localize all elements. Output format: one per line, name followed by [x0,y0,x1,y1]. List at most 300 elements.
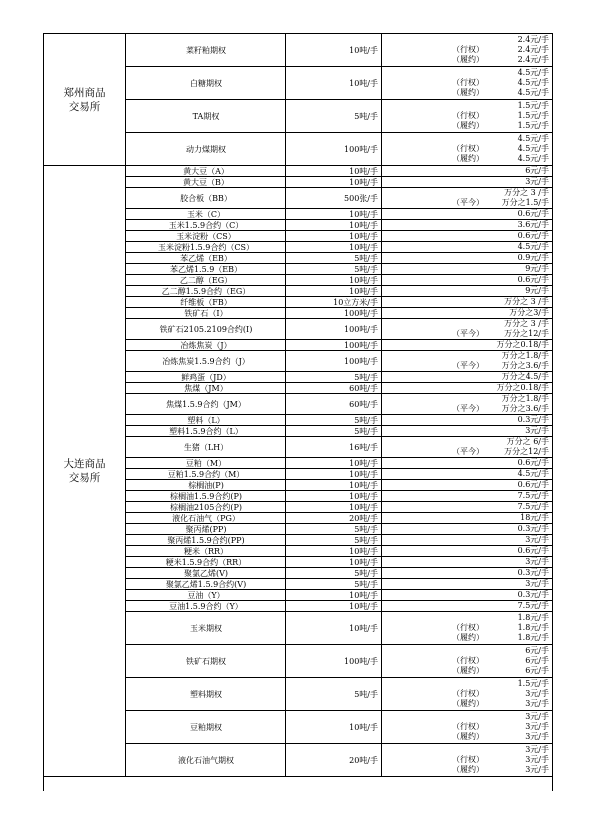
fee-value: 3元/手 [525,426,549,435]
fee-value: 3元/手 [525,722,549,731]
fee-line [382,557,552,567]
fee-line [382,177,552,187]
fee-line [382,231,552,241]
fee-cell [381,645,552,677]
product-name: 玉米淀粉（CS） [125,231,286,241]
table-row [125,383,552,394]
fee-value: 万分之4.5/手 [501,372,549,381]
contract-unit: 20吨/手 [285,513,381,523]
product-name: 纤维板（FB） [125,297,286,307]
table-row [125,133,552,166]
fee-line [382,220,552,230]
fee-line [382,579,552,589]
table-row [125,166,552,177]
contract-unit: 16吨/手 [285,437,381,457]
contract-unit: 10吨/手 [285,231,381,241]
fee-cell [381,469,552,479]
fee-line [382,712,552,722]
fee-line [382,469,552,479]
fee-value: 0.6元/手 [517,209,549,218]
fee-qualifier: （履约） [452,699,484,708]
contract-unit: 10吨/手 [285,601,381,611]
product-name: 焦煤1.5.9合约（JM） [125,394,286,414]
contract-unit: 10吨/手 [285,590,381,600]
fee-cell [381,372,552,382]
fee-cell [381,415,552,425]
fee-value: 6元/手 [525,166,549,175]
fee-value: 万分之3.6/手 [501,404,549,413]
fee-qualifier: （行权） [452,656,484,665]
fee-value: 4.5元/手 [517,469,549,478]
fee-value: 万分之 3 /手 [504,188,549,197]
fee-line [382,590,552,600]
table-row [125,590,552,601]
fee-line [382,437,552,447]
fee-cell [381,242,552,252]
fee-cell [381,458,552,468]
fee-cell [381,286,552,296]
fee-value: 3.6元/手 [517,220,549,229]
table-row [125,253,552,264]
product-name: 塑料（L） [125,415,286,425]
fee-line [382,535,552,545]
fee-value: 1.5元/手 [517,101,549,110]
contract-unit: 100吨/手 [285,308,381,318]
fee-value: 0.3元/手 [517,415,549,424]
fee-cell [381,308,552,318]
table-row [125,351,552,372]
exchange-name-line2: 交易所 [68,100,101,113]
contract-unit: 5吨/手 [285,100,381,132]
fee-cell [381,601,552,611]
fee-cell [381,297,552,307]
contract-unit: 10吨/手 [285,502,381,512]
fee-cell [381,351,552,371]
fee-line [382,308,552,318]
fee-cell [381,133,552,165]
fee-value: 4.5元/手 [517,242,549,251]
fee-line [382,646,552,656]
fee-line [382,656,552,666]
product-name: 豆粕（M） [125,458,286,468]
contract-unit: 10吨/手 [285,480,381,490]
fee-cell [381,426,552,436]
contract-unit: 5吨/手 [285,524,381,534]
fee-value: 6元/手 [525,656,549,665]
contract-unit: 5吨/手 [285,678,381,710]
fee-cell [381,177,552,187]
fee-value: 3元/手 [525,535,549,544]
product-name: 粳米（RR） [125,546,286,556]
fee-qualifier: （履约） [452,55,484,64]
fee-cell [381,188,552,208]
fee-line [382,329,552,339]
fee-value: 3元/手 [525,712,549,721]
fee-line [382,144,552,154]
fee-value: 3元/手 [525,579,549,588]
fee-value: 1.5元/手 [517,111,549,120]
product-name: 豆油（Y） [125,590,286,600]
fee-line [382,426,552,436]
table-row [125,579,552,590]
fee-cell [381,209,552,219]
table-row [125,394,552,415]
product-name: 液化石油气期权 [125,744,286,776]
product-name: 生猪（LH） [125,437,286,457]
fee-cell [381,557,552,567]
fee-cell [381,513,552,523]
fee-cell [381,480,552,490]
table-row [125,678,552,711]
fee-qualifier: （行权） [452,722,484,731]
product-name: 棕榈油1.5.9合约(P) [125,491,286,501]
fee-qualifier: （行权） [452,78,484,87]
fee-line [382,755,552,765]
fee-value: 万分之0.18/手 [496,340,549,349]
fee-value: 4.5元/手 [517,134,549,143]
fee-line [382,689,552,699]
fee-value: 万分之 6/手 [506,437,549,446]
table-row [125,308,552,319]
product-name: 液化石油气（PG） [125,513,286,523]
fee-line [382,319,552,329]
table-row [125,340,552,351]
fee-line [382,55,552,65]
fee-cell [381,612,552,644]
contract-unit: 60吨/手 [285,394,381,414]
table-row [125,242,552,253]
contract-unit: 10吨/手 [285,209,381,219]
table-row [125,744,552,777]
fee-value: 4.5元/手 [517,144,549,153]
exchange-name-line1: 大连商品 [63,458,106,470]
fee-qualifier: （履约） [452,765,484,774]
table-row [125,491,552,502]
fee-line [382,699,552,709]
fee-line [382,491,552,501]
table-row [125,231,552,242]
fee-value: 6元/手 [525,666,549,675]
fee-cell [381,264,552,274]
fee-value: 7.5元/手 [517,491,549,500]
fee-value: 0.9元/手 [517,253,549,262]
fee-qualifier: （行权） [452,111,484,120]
fee-cell [381,535,552,545]
contract-unit: 5吨/手 [285,372,381,382]
contract-unit: 10吨/手 [285,34,381,66]
fee-cell [381,275,552,285]
product-name: 焦煤（JM） [125,383,286,393]
contract-unit: 100吨/手 [285,133,381,165]
table-row [125,524,552,535]
fee-cell [381,100,552,132]
product-name: 黄大豆（B） [125,177,286,187]
contract-unit: 10吨/手 [285,557,381,567]
fee-line [382,134,552,144]
exchange-name [44,34,125,166]
fee-line [382,35,552,45]
contract-unit: 10吨/手 [285,220,381,230]
fee-line [382,340,552,350]
fee-qualifier: （平今） [452,329,484,338]
fee-value: 3元/手 [525,732,549,741]
fee-qualifier: （行权） [452,144,484,153]
table-row [125,645,552,678]
fee-value: 万分之 3 /手 [504,297,549,306]
table-row [125,286,552,297]
fee-value: 万分之1.5/手 [501,198,549,207]
fee-value: 万分之3/手 [509,308,549,317]
fee-value: 9元/手 [525,286,549,295]
fee-cell [381,711,552,743]
table-row [125,275,552,286]
contract-unit: 100吨/手 [285,351,381,371]
table-row [125,426,552,437]
product-name: 聚氯乙烯(V) [125,568,286,578]
product-name: 玉米淀粉1.5.9合约（CS） [125,242,286,252]
fee-cell [381,678,552,710]
fee-qualifier: （履约） [452,88,484,97]
fee-cell [381,502,552,512]
fee-line [382,209,552,219]
fee-value: 7.5元/手 [517,601,549,610]
fee-line [382,447,552,457]
fee-line [382,198,552,208]
product-name: 玉米1.5.9合约（C） [125,220,286,230]
fee-cell [381,437,552,457]
fee-qualifier: （履约） [452,732,484,741]
contract-unit: 5吨/手 [285,426,381,436]
contract-unit: 10吨/手 [285,458,381,468]
fee-cell [381,231,552,241]
table-row [125,711,552,744]
fee-line [382,297,552,307]
fee-line [382,361,552,371]
fee-cell [381,319,552,339]
fee-value: 3元/手 [525,765,549,774]
fee-value: 4.5元/手 [517,154,549,163]
fee-line [382,372,552,382]
table-row [125,568,552,579]
fee-cell [381,546,552,556]
fee-value: 万分之0.18/手 [496,383,549,392]
product-name: 苯乙烯1.5.9（EB） [125,264,286,274]
fee-line [382,458,552,468]
fee-line [382,88,552,98]
fee-table [43,33,553,791]
fee-line [382,154,552,164]
contract-unit: 10立方米/手 [285,297,381,307]
fee-value: 3元/手 [525,177,549,186]
fee-qualifier: （平今） [452,361,484,370]
fee-line [382,166,552,176]
fee-qualifier: （履约） [452,633,484,642]
contract-unit: 10吨/手 [285,612,381,644]
fee-line [382,394,552,404]
product-name: 乙二醇1.5.9合约（EG） [125,286,286,296]
fee-line [382,101,552,111]
product-name: 动力煤期权 [125,133,286,165]
fee-qualifier: （平今） [452,198,484,207]
fee-value: 0.6元/手 [517,275,549,284]
fee-value: 7.5元/手 [517,502,549,511]
contract-unit: 5吨/手 [285,579,381,589]
fee-line [382,524,552,534]
fee-qualifier: （行权） [452,755,484,764]
table-row [125,535,552,546]
product-name: 豆粕期权 [125,711,286,743]
fee-cell [381,579,552,589]
table-row [125,264,552,275]
fee-line [382,546,552,556]
fee-cell [381,253,552,263]
product-name: 聚丙烯(PP) [125,524,286,534]
exchange-name [44,166,125,777]
table-row [125,458,552,469]
exchange-name-line1: 郑州商品 [63,86,106,99]
fee-value: 4.5元/手 [517,78,549,87]
contract-unit: 5吨/手 [285,535,381,545]
fee-qualifier: （行权） [452,623,484,632]
product-name: 玉米期权 [125,612,286,644]
fee-cell [381,67,552,99]
product-name: 豆粕1.5.9合约（M） [125,469,286,479]
product-name: 菜籽粕期权 [125,34,286,66]
fee-line [382,78,552,88]
fee-value: 3元/手 [525,557,549,566]
fee-line [382,383,552,393]
fee-value: 万分之3.6/手 [501,361,549,370]
contract-unit: 20吨/手 [285,744,381,776]
fee-line [382,732,552,742]
table-row [125,601,552,612]
fee-value: 0.6元/手 [517,458,549,467]
fee-qualifier: （行权） [452,45,484,54]
table-row [125,34,552,67]
product-name: 玉米（C） [125,209,286,219]
fee-value: 万分之12/手 [504,329,549,338]
fee-line [382,722,552,732]
contract-unit: 10吨/手 [285,469,381,479]
contract-unit: 10吨/手 [285,275,381,285]
contract-unit: 10吨/手 [285,242,381,252]
product-name: 豆油1.5.9合约（Y） [125,601,286,611]
contract-unit: 10吨/手 [285,711,381,743]
fee-value: 3元/手 [525,689,549,698]
table-row [125,480,552,491]
fee-cell [381,166,552,176]
table-row [125,188,552,209]
fee-line [382,601,552,611]
product-name: 棕榈油2105合约(P) [125,502,286,512]
fee-qualifier: （平今） [452,447,484,456]
table-row [125,546,552,557]
product-name: 铁矿石期权 [125,645,286,677]
product-name: 铁矿石（I） [125,308,286,318]
table-row [125,502,552,513]
contract-unit: 10吨/手 [285,546,381,556]
contract-unit: 100吨/手 [285,340,381,350]
product-name: TA期权 [125,100,286,132]
product-name: 聚氯乙烯1.5.9合约(V) [125,579,286,589]
fee-cell [381,524,552,534]
fee-value: 2.4元/手 [517,45,549,54]
fee-line [382,264,552,274]
product-name: 铁矿石2105.2109合约(I) [125,319,286,339]
fee-line [382,275,552,285]
table-row [125,469,552,480]
fee-value: 18元/手 [520,513,549,522]
fee-qualifier: （履约） [452,666,484,675]
fee-qualifier: （履约） [452,154,484,163]
fee-qualifier: （平今） [452,404,484,413]
fee-value: 1.8元/手 [517,623,549,632]
fee-line [382,745,552,755]
fee-line [382,404,552,414]
product-name: 粳米1.5.9合约（RR） [125,557,286,567]
fee-value: 0.6元/手 [517,231,549,240]
contract-unit: 5吨/手 [285,253,381,263]
contract-unit: 100吨/手 [285,645,381,677]
fee-line [382,502,552,512]
product-name: 胶合板（BB） [125,188,286,208]
fee-value: 3元/手 [525,755,549,764]
fee-value: 0.3元/手 [517,524,549,533]
fee-value: 3元/手 [525,699,549,708]
fee-cell [381,590,552,600]
product-name: 塑料期权 [125,678,286,710]
fee-line [382,666,552,676]
fee-cell [381,744,552,776]
table-row [125,513,552,524]
fee-line [382,45,552,55]
fee-cell [381,568,552,578]
fee-line [382,568,552,578]
fee-value: 4.5元/手 [517,68,549,77]
table-row [125,612,552,645]
fee-line [382,765,552,775]
product-name: 塑料1.5.9合约（L） [125,426,286,436]
product-name: 冶炼焦炭（J） [125,340,286,350]
contract-unit: 10吨/手 [285,286,381,296]
contract-unit: 5吨/手 [285,264,381,274]
contract-unit: 10吨/手 [285,491,381,501]
product-name: 鲜鸡蛋（JD） [125,372,286,382]
fee-line [382,351,552,361]
fee-value: 6元/手 [525,646,549,655]
product-name: 白糖期权 [125,67,286,99]
product-name: 苯乙烯（EB） [125,253,286,263]
fee-line [382,242,552,252]
fee-line [382,623,552,633]
contract-unit: 5吨/手 [285,415,381,425]
fee-line [382,188,552,198]
table-row [125,319,552,340]
contract-unit: 10吨/手 [285,67,381,99]
table-row [125,220,552,231]
table-row [125,557,552,568]
product-name: 乙二醇（EG） [125,275,286,285]
fee-cell [381,394,552,414]
table-row [125,100,552,133]
fee-value: 万分之1.8/手 [501,394,549,403]
fee-line [382,613,552,623]
contract-unit: 10吨/手 [285,166,381,176]
fee-value: 1.8元/手 [517,633,549,642]
exchange-name-line2: 交易所 [68,472,101,484]
fee-value: 4.5元/手 [517,88,549,97]
fee-value: 3元/手 [525,745,549,754]
